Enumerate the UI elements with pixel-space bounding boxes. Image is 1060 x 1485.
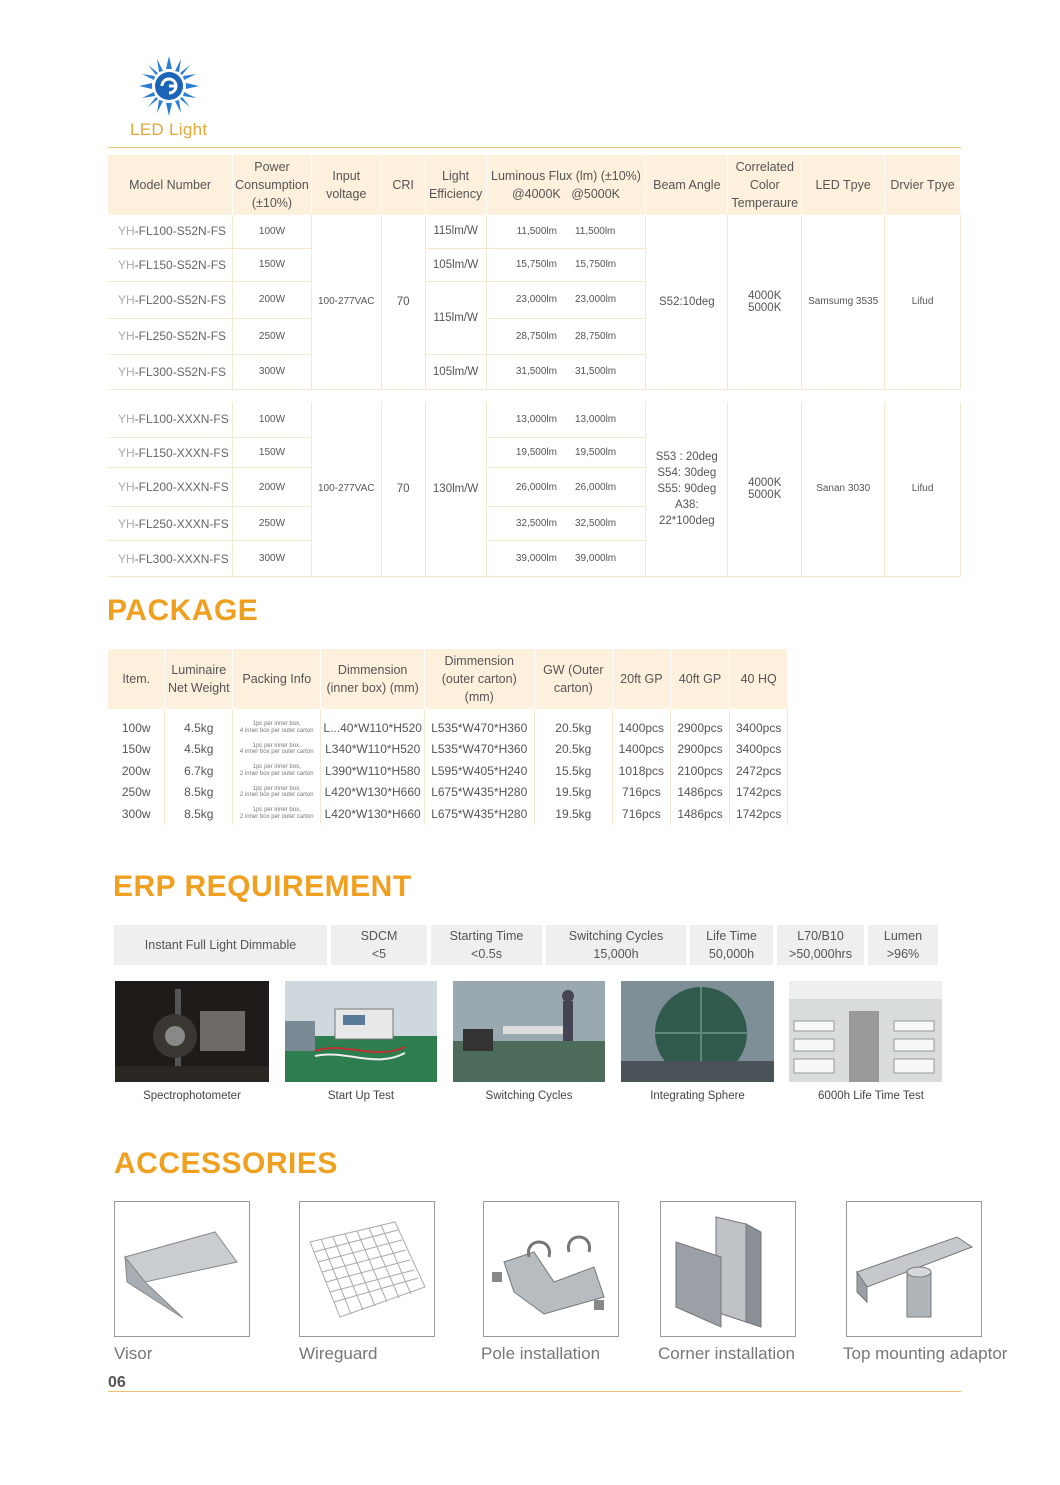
beam-cell: S52:10deg [646,215,728,389]
pkg-cell: L675*W435*H280 [424,782,534,804]
pkg-cell: 1400pcs [613,739,671,761]
power-cell: 300W [233,541,312,577]
pkg-cell: L595*W405*H240 [424,760,534,782]
footer-divider [108,1391,961,1392]
table-row [108,215,961,248]
package-heading: PACKAGE [107,594,259,627]
pkg-cell: 1pc per inner box, 2 inner box per outer carton [233,782,321,804]
pkg-cell: 250w [108,782,165,804]
model-cell: YH-FL200-S52N-FS [108,281,233,318]
pkg-cell: 716pcs [613,803,671,825]
sun-logo-icon [138,55,200,117]
company-logo [138,55,200,117]
model-cell: YH-FL300-S52N-FS [108,354,233,389]
pkg-cell: 1742pcs [730,782,788,804]
power-cell: 150W [233,438,312,468]
pkg-cell: 4.5kg [165,739,233,761]
pkg-cell: 2472pcs [730,760,788,782]
photo-caption: 6000h Life Time Test [818,1090,924,1102]
pkg-cell: 20.5kg [534,739,612,761]
power-cell: 150W [233,248,312,281]
model-cell: YH-FL300-XXXN-FS [108,541,233,577]
header-input: Input voltage [311,155,381,215]
pkg-cell: 300w [108,803,165,825]
flux-cell: 26,000lm 26,000lm [486,468,646,507]
header-driver: Drvier Tpye [885,155,961,215]
accessory-caption: Visor [114,1344,153,1363]
led-cell: Sanan 3030 [802,402,885,577]
flux-cell: 15,750lm 15,750lm [486,248,646,281]
cct-cell: 4000K 5000K [728,402,802,577]
flux-cell: 23,000lm 23,000lm [486,281,646,318]
driver-cell: Lifud [885,402,961,577]
model-cell: YH-FL250-S52N-FS [108,318,233,354]
table-row [108,782,788,804]
pkg-header: 20ft GP [613,649,671,709]
life-time-test-photo [789,981,942,1082]
power-cell: 250W [233,318,312,354]
header-cri: CRI [381,155,425,215]
power-cell: 100W [233,215,312,248]
switching-cycles-photo [453,981,605,1082]
erp-strip [114,925,938,965]
erp-cell: Instant Full Light Dimmable [114,925,327,965]
pkg-header: Dimmension (outer carton) (mm) [424,649,534,709]
pole-installation-image [483,1201,619,1337]
header-model: Model Number [108,155,233,215]
pkg-cell: 2900pcs [670,739,730,761]
table-row [108,760,788,782]
pkg-cell: 2100pcs [670,760,730,782]
header-flux-sub: @4000K @5000K [511,187,621,201]
erp-cell: Switching Cycles 15,000h [546,925,686,965]
pkg-cell: 1pc per inner box, 4 inner box per outer carton [233,717,321,739]
efficiency-cell: 115lm/W [425,215,486,248]
corner-installation-image [660,1201,796,1337]
pkg-cell: 1742pcs [730,803,788,825]
model-cell: YH-FL150-XXXN-FS [108,438,233,468]
pkg-header: Dimmension (inner box) (mm) [321,649,425,709]
accessory-caption: Wireguard [299,1344,378,1363]
header-efficiency: Light Efficiency [425,155,486,215]
pkg-cell: 4.5kg [165,717,233,739]
pkg-cell: L675*W435*H280 [424,803,534,825]
visor-image [114,1201,250,1337]
wireguard-image [299,1201,435,1337]
flux-cell: 28,750lm 28,750lm [486,318,646,354]
erp-cell: Starting Time <0.5s [431,925,542,965]
spec-table [108,155,961,577]
pkg-header: Luminaire Net Weight [165,649,233,709]
pkg-cell: L420*W130*H660 [321,803,425,825]
header-flux-label: Luminous Flux (lm) (±10%) [491,169,641,183]
flux-cell: 32,500lm 32,500lm [486,507,646,541]
pkg-cell: 3400pcs [730,717,788,739]
pkg-cell: 1486pcs [670,803,730,825]
erp-cell: Lumen >96% [868,925,938,965]
pkg-cell: L...40*W110*H520 [321,717,425,739]
pkg-cell: 200w [108,760,165,782]
package-table [108,649,788,825]
top-mounting-adaptor-image [846,1201,982,1337]
pkg-cell: 1018pcs [613,760,671,782]
pkg-cell: L390*W110*H580 [321,760,425,782]
erp-cell: SDCM <5 [331,925,427,965]
model-cell: YH-FL100-S52N-FS [108,215,233,248]
integrating-sphere-photo [621,981,774,1082]
pkg-cell: 1pc per inner box, 2 inner box per outer carton [233,803,321,825]
pkg-cell: 8.5kg [165,782,233,804]
logo-text: LED Light [130,120,208,139]
cct-cell: 4000K 5000K [728,215,802,389]
table-row [108,803,788,825]
cri-cell: 70 [381,402,425,577]
pkg-cell: 19.5kg [534,803,612,825]
spectrophotometer-photo [115,981,269,1082]
photo-caption: Spectrophotometer [143,1090,241,1102]
driver-cell: Lifud [885,215,961,389]
power-cell: 250W [233,507,312,541]
pkg-cell: 6.7kg [165,760,233,782]
pkg-cell: 1486pcs [670,782,730,804]
efficiency-cell: 115lm/W [425,281,486,354]
flux-cell: 11,500lm 11,500lm [486,215,646,248]
table-row [108,717,788,739]
pkg-header: 40ft GP [670,649,730,709]
header-power: Power Consumption (±10%) [233,155,312,215]
pkg-header: GW (Outer carton) [534,649,612,709]
header-led: LED Tpye [802,155,885,215]
photo-caption: Start Up Test [327,1090,395,1102]
page-number: 06 [108,1374,126,1391]
erp-cell: Life Time 50,000h [690,925,773,965]
pkg-cell: 1400pcs [613,717,671,739]
beam-cell: S53 : 20deg S54: 30deg S55: 90deg A38: 22*100deg [646,402,728,577]
model-cell: YH-FL150-S52N-FS [108,248,233,281]
power-cell: 100W [233,402,312,438]
efficiency-cell: 130lm/W [425,402,486,577]
pkg-cell: 1pc per inner box, 4 inner box per outer carton [233,739,321,761]
power-cell: 200W [233,468,312,507]
flux-cell: 31,500lm 31,500lm [486,354,646,389]
erp-cell: L70/B10 >50,000hrs [777,925,864,965]
pkg-cell: 20.5kg [534,717,612,739]
accessories-heading: ACCESSORIES [114,1147,338,1180]
pkg-cell: 150w [108,739,165,761]
efficiency-cell: 105lm/W [425,248,486,281]
pkg-cell: 8.5kg [165,803,233,825]
table-row [108,739,788,761]
pkg-cell: 1pc per inner box, 2 inner box per outer carton [233,760,321,782]
pkg-cell: L420*W130*H660 [321,782,425,804]
pkg-header: Item. [108,649,165,709]
cri-cell: 70 [381,215,425,389]
table-row [108,402,961,438]
pkg-cell: 100w [108,717,165,739]
pkg-cell: 3400pcs [730,739,788,761]
model-cell: YH-FL200-XXXN-FS [108,468,233,507]
start-up-test-photo [285,981,437,1082]
pkg-cell: 2900pcs [670,717,730,739]
model-cell: YH-FL100-XXXN-FS [108,402,233,438]
photo-caption: Switching Cycles [485,1090,573,1102]
pkg-cell: 19.5kg [534,782,612,804]
header-cct: Correlated Color Temperaure [728,155,802,215]
header-flux [486,155,646,215]
photo-caption: Integrating Sphere [650,1090,745,1102]
input-cell: 100-277VAC [311,215,381,389]
pkg-cell: 15.5kg [534,760,612,782]
efficiency-cell: 105lm/W [425,354,486,389]
accessory-caption: Top mounting adaptor [843,1344,1008,1363]
pkg-cell: L535*W470*H360 [424,717,534,739]
pkg-cell: 716pcs [613,782,671,804]
pkg-cell: L535*W470*H360 [424,739,534,761]
accessory-caption: Pole installation [481,1344,601,1363]
power-cell: 300W [233,354,312,389]
flux-cell: 19,500lm 19,500lm [486,438,646,468]
led-cell: Samsumg 3535 [802,215,885,389]
pkg-header: Packing Info [233,649,321,709]
erp-heading: ERP REQUIREMENT [113,870,412,903]
power-cell: 200W [233,281,312,318]
flux-cell: 13,000lm 13,000lm [486,402,646,438]
pkg-cell: L340*W110*H520 [321,739,425,761]
model-cell: YH-FL250-XXXN-FS [108,507,233,541]
flux-cell: 39,000lm 39,000lm [486,541,646,577]
input-cell: 100-277VAC [311,402,381,577]
accessory-caption: Corner installation [658,1344,796,1363]
header-beam: Beam Angle [646,155,728,215]
header-divider [108,147,961,148]
pkg-header: 40 HQ [730,649,788,709]
